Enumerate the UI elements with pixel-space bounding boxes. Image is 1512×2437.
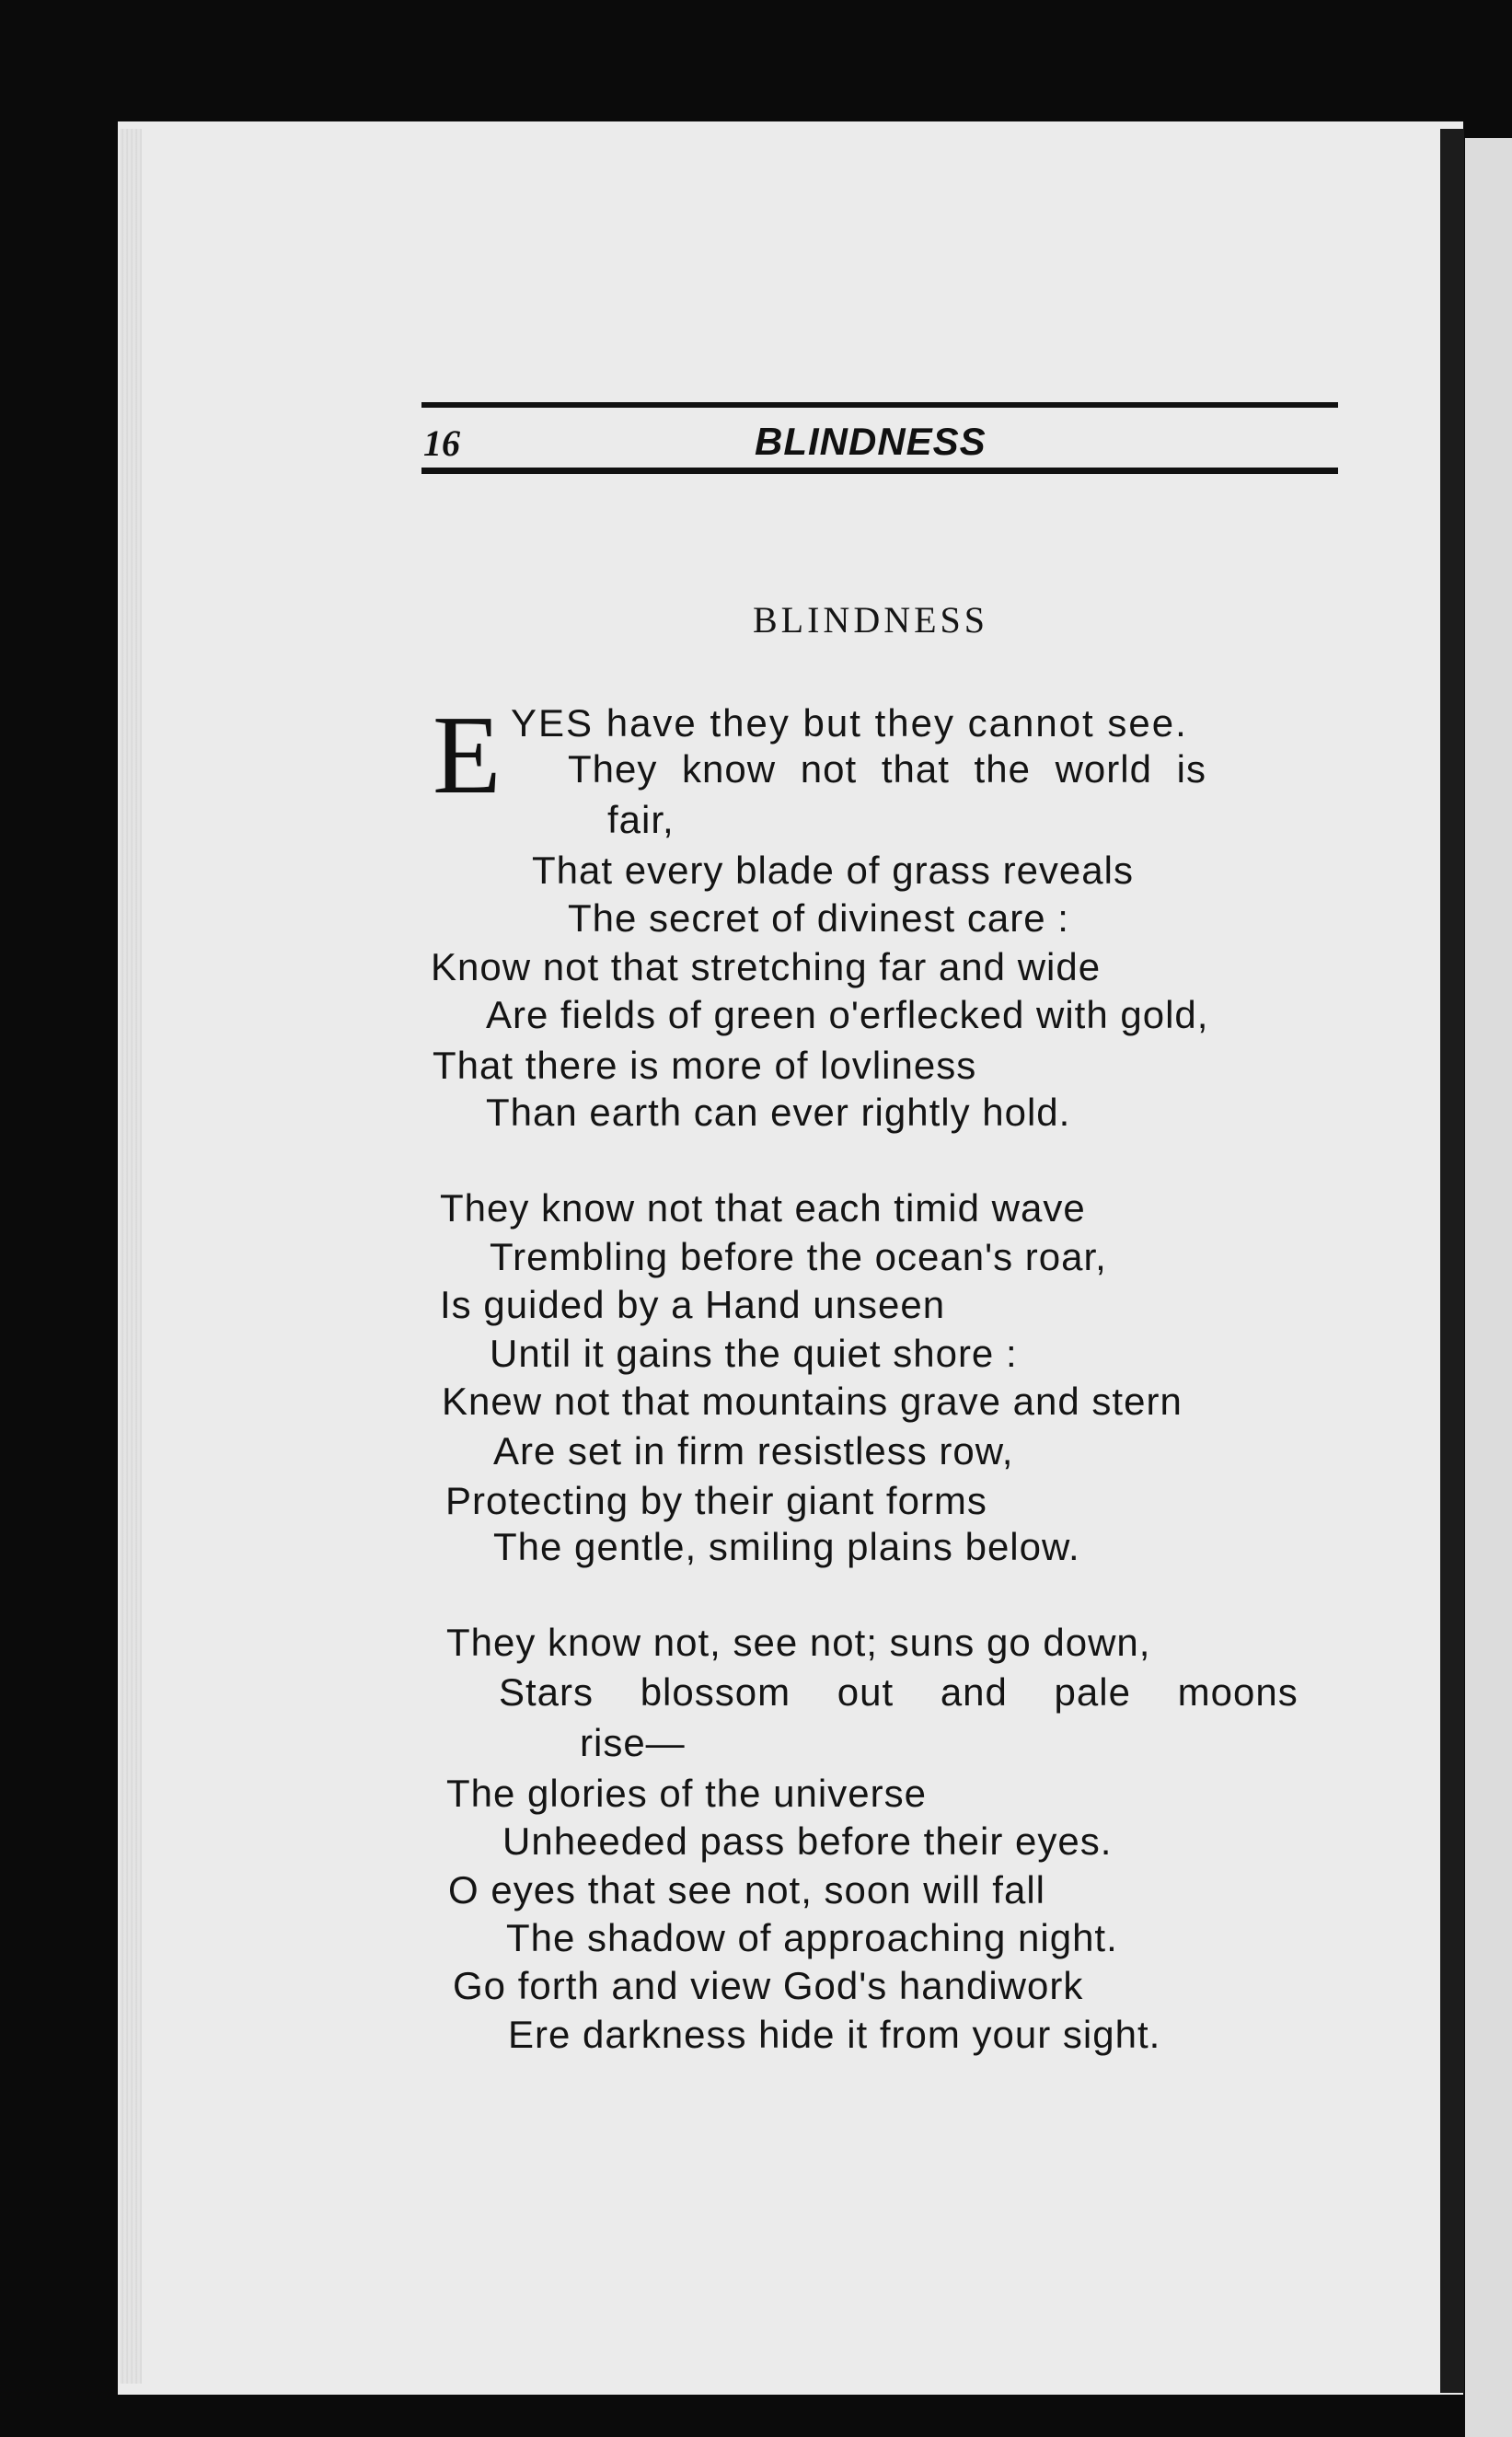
poem-line: The shadow of approaching night. <box>506 1916 1118 1959</box>
poem-line: The gentle, smiling plains below. <box>493 1525 1080 1568</box>
drop-cap: E <box>433 693 502 817</box>
poem-line: They know not that the world is <box>568 747 1206 791</box>
poem-line: Know not that stretching far and wide <box>431 945 1102 988</box>
poem-line: YES have they but they cannot see. <box>511 701 1188 745</box>
poem-line: O eyes that see not, soon will fall <box>448 1868 1045 1911</box>
poem-line: Go forth and view God's handiwork <box>453 1964 1084 2007</box>
poem-line: They know not that each timid wave <box>440 1186 1086 1230</box>
poem-line: They know not, see not; suns go down, <box>446 1621 1151 1664</box>
poem-line: Knew not that mountains grave and stern <box>442 1380 1183 1423</box>
poem-line: Than earth can ever rightly hold. <box>486 1091 1071 1134</box>
poem-line: fair, <box>607 798 675 841</box>
header-rule-bottom <box>421 468 1338 474</box>
poem-line: Trembling before the ocean's roar, <box>490 1235 1107 1278</box>
page-edges <box>120 129 142 2384</box>
running-title: BLINDNESS <box>755 420 987 463</box>
poem-line: Protecting by their giant forms <box>445 1479 987 1522</box>
poem-line: The secret of divinest care : <box>568 896 1069 940</box>
header-rule-top <box>421 402 1338 408</box>
poem-line: The glories of the universe <box>446 1772 927 1815</box>
poem-line: Are set in firm resistless row, <box>493 1429 1014 1473</box>
poem-line: Ere darkness hide it from your sight. <box>508 2013 1161 2056</box>
poem-line: Unheeded pass before their eyes. <box>502 1819 1113 1863</box>
poem-line: That there is more of lovliness <box>433 1044 977 1087</box>
poem-line: Are fields of green o'erflecked with gold, <box>486 993 1209 1036</box>
book-spine <box>1440 129 1464 2393</box>
poem-line: Stars blossom out and pale moons <box>499 1670 1298 1714</box>
poem-line: Until it gains the quiet shore : <box>490 1332 1018 1375</box>
poem-line: That every blade of grass reveals <box>532 849 1134 892</box>
poem-line: Is guided by a Hand unseen <box>440 1283 946 1326</box>
poem-title: BLINDNESS <box>753 599 989 641</box>
adjacent-page-strip <box>1465 138 1512 2437</box>
poem-line: rise— <box>580 1721 686 1764</box>
page-number: 16 <box>423 422 460 464</box>
